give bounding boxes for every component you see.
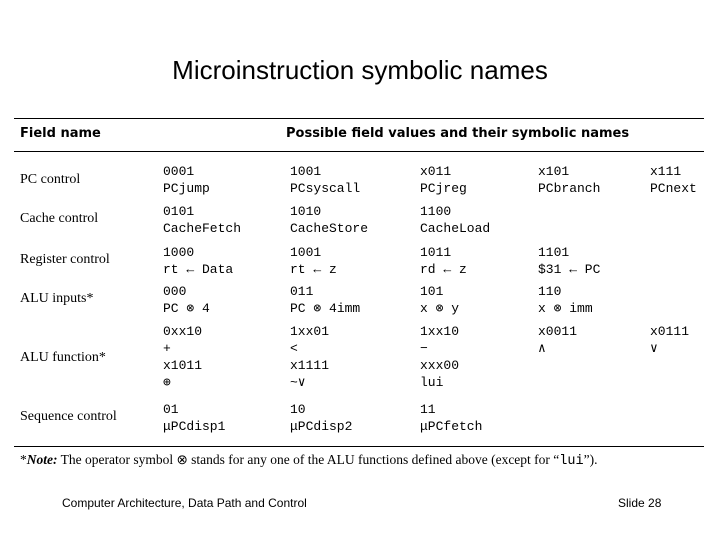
row-label-pc-control: PC control xyxy=(20,172,81,187)
table-cell: 1010 CacheStore xyxy=(290,204,369,236)
table-cell: 1001 rt ← z xyxy=(290,245,337,277)
row-label-sequence-control: Sequence control xyxy=(20,409,117,424)
footer-slide-number: Slide 28 xyxy=(618,496,662,510)
table-cell: x101 PCbranch xyxy=(538,164,601,196)
table-note: *Note: The operator symbol ⊗ stands for any one of the ALU functions defined above (except for “lui”). xyxy=(20,452,598,469)
table-bottom-rule xyxy=(14,446,704,447)
table-cell: 000 PC ⊗ 4 xyxy=(163,284,210,316)
table-cell: x011 PCjreg xyxy=(420,164,467,196)
table-cell: 10 μPCdisp2 xyxy=(290,402,353,434)
table-cell: 01 μPCdisp1 xyxy=(163,402,226,434)
table-cell: 101 x ⊗ y xyxy=(420,284,460,316)
table-cell: x111 PCnext xyxy=(650,164,697,196)
table-top-rule xyxy=(14,118,704,119)
row-label-alu-inputs: ALU inputs* xyxy=(20,291,94,306)
table-cell: 1xx10 − xxx00 lui xyxy=(420,324,460,390)
table-header-rule xyxy=(14,151,704,152)
table-cell: 1xx01 < x1111 ~∨ xyxy=(290,324,330,390)
table-cell: 110 x ⊗ imm xyxy=(538,284,593,316)
row-label-register-control: Register control xyxy=(20,252,110,267)
table-cell: 1001 PCsyscall xyxy=(290,164,361,196)
footer-course-title: Computer Architecture, Data Path and Control xyxy=(62,496,307,510)
table-cell: 0001 PCjump xyxy=(163,164,210,196)
header-possible-values: Possible field values and their symbolic names xyxy=(286,126,630,141)
table-cell: 0101 CacheFetch xyxy=(163,204,242,236)
table-cell: 0xx10 + x1011 ⊕ xyxy=(163,324,203,390)
table-cell: 011 PC ⊗ 4imm xyxy=(290,284,361,316)
row-label-cache-control: Cache control xyxy=(20,211,99,226)
table-cell: 11 μPCfetch xyxy=(420,402,483,434)
table-cell: x0011 ∧ xyxy=(538,324,578,356)
row-label-alu-function: ALU function* xyxy=(20,350,106,365)
table-cell: 1100 CacheLoad xyxy=(420,204,491,236)
table-cell: 1011 rd ← z xyxy=(420,245,467,277)
header-field-name: Field name xyxy=(20,126,101,141)
slide-title: Microinstruction symbolic names xyxy=(172,55,548,85)
table-cell: 1101 $31 ← PC xyxy=(538,245,601,277)
table-cell: 1000 rt ← Data xyxy=(163,245,234,277)
table-cell: x0111 ∨ xyxy=(650,324,690,356)
